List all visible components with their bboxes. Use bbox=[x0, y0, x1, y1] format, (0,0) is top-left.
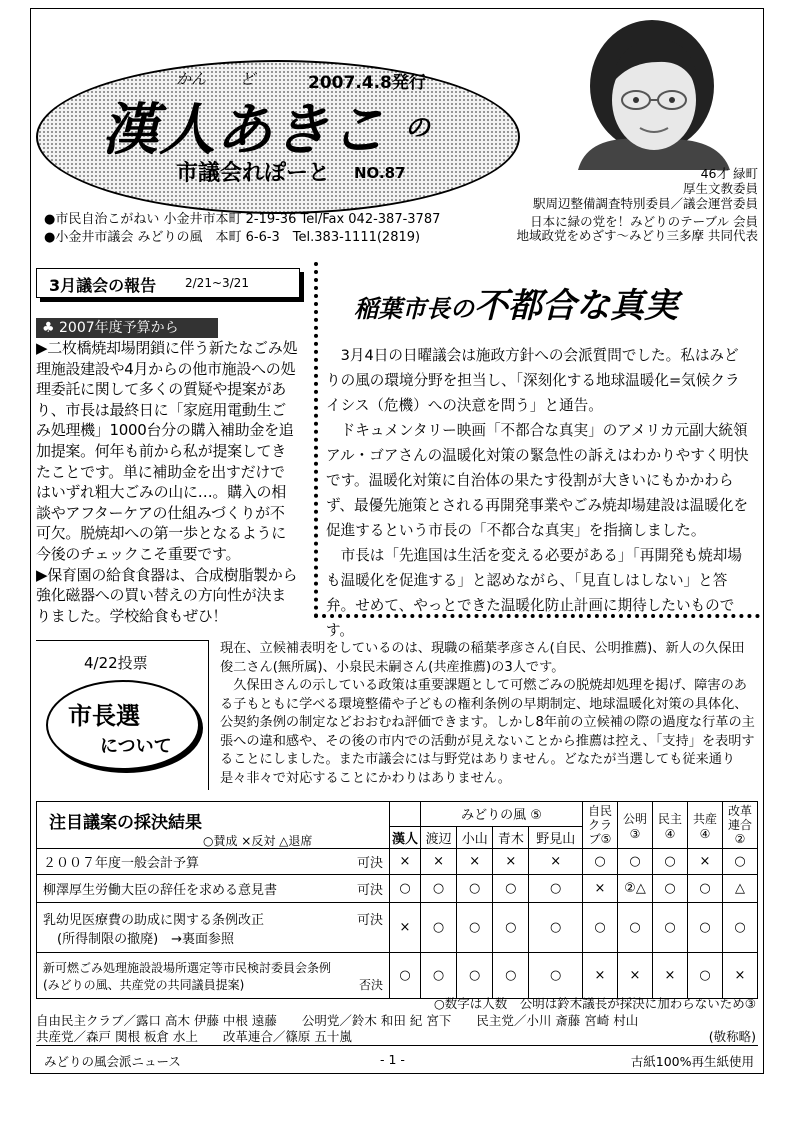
bill-result: 可決 bbox=[356, 883, 383, 898]
article-paragraph: 3月4日の日曜議会は施政方針への会派質問でした。私はみどりの風の環境分野を担当し、「深刻化する地球温暖化=気候クライシス（危機）への決意を問う」と通告。 bbox=[326, 347, 740, 414]
footer-rule bbox=[36, 1045, 758, 1046]
member-header-kando bbox=[390, 802, 421, 827]
bill-name-cell bbox=[37, 875, 390, 903]
contact-line-1: ●市民自治こがねい 小金井市本町 2-19-36 Tel/Fax 042-387-3787 bbox=[44, 212, 441, 227]
vote-cell: ○ bbox=[653, 903, 688, 953]
party-header: 民主④ bbox=[653, 802, 688, 849]
party-header: 自民クラブ⑤ bbox=[583, 802, 618, 849]
council-report-dates: 2/21~3/21 bbox=[185, 276, 249, 290]
vote-cell: ○ bbox=[457, 875, 493, 903]
council-report-title: 3月議会の報告 bbox=[49, 276, 157, 295]
bill-result: 否決 bbox=[358, 977, 383, 992]
article-body bbox=[326, 343, 752, 643]
vote-cell: ○ bbox=[688, 875, 723, 903]
election-badge bbox=[46, 680, 200, 770]
article-headline bbox=[354, 278, 678, 327]
bill-note: (みどりの風、共産党の共同議員提案) bbox=[43, 977, 245, 992]
article-paragraph: 市長は「先進国は生活を変える必要がある」「再開発も焼却場も温暖化を促進する」と認めながら、「見直しはしない」と答弁。せめて、やっとできた温暖化防止計画に期待したいものです。 bbox=[326, 547, 742, 639]
vote-cell: ○ bbox=[618, 849, 653, 875]
vote-table-title: 注目議案の採決結果 bbox=[49, 813, 202, 833]
budget-heading bbox=[36, 318, 218, 338]
profile-age-address: 46才 緑町 bbox=[700, 166, 758, 181]
election-paragraph: 現在、立候補表明をしているのは、現職の稲葉孝彦さん(自民、公明推薦)、新人の久保田俊二さん(無所属)、小泉民未嗣さん(共産推薦)の3人です。 bbox=[220, 641, 745, 675]
vote-cell: ○ bbox=[493, 953, 529, 999]
vote-cell: × bbox=[493, 849, 529, 875]
vote-cell: ○ bbox=[723, 903, 758, 953]
profile-representative: 地域政党をめざす～みどり三多摩 共同代表 bbox=[516, 228, 758, 243]
party-header: 公明③ bbox=[618, 802, 653, 849]
contact-line-2: ●小金井市議会 みどりの風 本町 6-6-3 Tel.383-1111(2819) bbox=[44, 230, 421, 245]
bill-note: (所得制限の撤廃) →裏面参照 bbox=[57, 931, 235, 947]
member-header: 漢人 bbox=[390, 826, 421, 848]
vote-cell: ○ bbox=[653, 849, 688, 875]
headline-part-b: 不都合な真実 bbox=[474, 286, 678, 326]
title-ruby-kan: かん bbox=[176, 70, 207, 88]
bill-name: ２００７年度一般会計予算 bbox=[43, 856, 200, 871]
profile-membership: 日本に緑の党を！みどりのテーブル 会員 bbox=[530, 214, 758, 229]
vote-table-title-cell bbox=[37, 802, 390, 849]
vote-cell: ○ bbox=[493, 875, 529, 903]
vote-cell: ○ bbox=[653, 875, 688, 903]
bill-name: 乳幼児医療費の助成に関する条例改正 bbox=[43, 912, 265, 928]
footer-right: 古紙100%再生紙使用 bbox=[630, 1054, 754, 1069]
portrait-photo bbox=[548, 12, 748, 170]
bill-name-cell bbox=[37, 953, 390, 999]
honorifics-omitted-note: (敬称略) bbox=[708, 1029, 756, 1044]
vote-cell: × bbox=[723, 953, 758, 999]
vote-cell: × bbox=[421, 849, 457, 875]
vote-row bbox=[37, 903, 758, 953]
vote-cell: ○ bbox=[529, 953, 583, 999]
article-border-left bbox=[314, 262, 318, 618]
newsletter-title: 漢人あきこ bbox=[102, 98, 387, 163]
vote-cell: ○ bbox=[390, 953, 421, 999]
election-rule-top bbox=[36, 640, 208, 641]
vote-cell: ○ bbox=[421, 903, 457, 953]
vote-row bbox=[37, 953, 758, 999]
vote-table-legend: ○賛成 ×反対 △退席 bbox=[203, 834, 313, 848]
vote-cell: ○ bbox=[583, 849, 618, 875]
election-text bbox=[220, 640, 756, 788]
bill-name-cell bbox=[37, 849, 390, 875]
bill-name: 柳澤厚生労働大臣の辞任を求める意見書 bbox=[43, 883, 278, 898]
footer-left: みどりの風会派ニュース bbox=[44, 1054, 181, 1069]
group-header-midori: みどりの風 ⑤ bbox=[421, 802, 583, 827]
vote-results-table bbox=[36, 801, 758, 999]
vote-cell: × bbox=[390, 903, 421, 953]
vote-cell: × bbox=[618, 953, 653, 999]
bill-name-cell bbox=[37, 903, 390, 953]
vote-cell: × bbox=[390, 849, 421, 875]
vote-row bbox=[37, 849, 758, 875]
member-header: 青木 bbox=[493, 826, 529, 848]
newsletter-subtitle: 市議会れぽーと bbox=[176, 161, 331, 186]
vote-cell: ○ bbox=[529, 903, 583, 953]
bill-name: 新可燃ごみ処理施設設場所選定等市民検討委員会条例 bbox=[43, 960, 332, 975]
vote-cell: ○ bbox=[688, 903, 723, 953]
vote-cell: ○ bbox=[421, 875, 457, 903]
club-icon: ♣ bbox=[42, 320, 60, 336]
vote-cell: × bbox=[583, 953, 618, 999]
budget-paragraph: ▶保育園の給食食器は、合成樹脂製から強化磁器への買い替えの方向性が決まりました。学校給食もぜひ！ bbox=[36, 565, 298, 625]
party-header: 共産④ bbox=[688, 802, 723, 849]
vote-cell: × bbox=[457, 849, 493, 875]
headline-part-a: 稲葉市長の bbox=[354, 295, 474, 323]
party-members-line-1: 自由民主クラブ／露口 高木 伊藤 中根 遠藤 公明党／鈴木 和田 紀 宮下 民主党／小川 斎藤 宮崎 村山 bbox=[36, 1013, 639, 1028]
bill-result: 可決 bbox=[356, 912, 383, 928]
vote-cell: ○ bbox=[529, 875, 583, 903]
issue-number: NO.87 bbox=[354, 164, 406, 182]
party-members-line-2: 共産党／森戸 関根 板倉 水上 改革連合／篠原 五十嵐 bbox=[36, 1029, 352, 1044]
title-ruby-do: ど bbox=[240, 70, 256, 88]
election-subtitle: について bbox=[100, 736, 172, 757]
portrait-image bbox=[548, 12, 748, 170]
vote-cell: × bbox=[529, 849, 583, 875]
vote-cell: ○ bbox=[688, 953, 723, 999]
vote-cell: ○ bbox=[421, 953, 457, 999]
budget-paragraph: ▶二枚橋焼却場閉鎖に伴う新たなごみ処理施設建設や4月からの他市施設への処理委託に関して多くの質疑や提案があり、市長は最終日に「家庭用電動生ごみ処理機」1000台分の購入補助金を追加提案。何年も前から私が提案してきたことです。単に補助金を出すだけではいずれ粗大ごみの山に…。購入の相談やアフターケアの仕組みづくりが不可欠。脱焼却への第一歩となるように今後のチェックこそ重要です。 bbox=[36, 339, 298, 563]
budget-heading-text: 2007年度予算から bbox=[59, 320, 179, 336]
vote-cell: × bbox=[583, 875, 618, 903]
election-paragraph: 久保田さんの示している政策は重要課題として可燃ごみの脱焼却処理を掲げ、障害のある子もともに学べる環境整備や子どもの権利条例の早期制定、地球温暖化対策の具体化、公契約条例の制定などおおむね評価できます。しかし8年前の立候補の際の過度な行革の主張への違和感や、その後の市内での活動が見えないことから推薦は控え、「支持」を表明することにしました。また市議会には与野党はありません。どなたが当選しても従来通り是々非々で対応することにかわりはありません。 bbox=[220, 678, 755, 786]
member-header: 渡辺 bbox=[421, 826, 457, 848]
vote-cell: × bbox=[688, 849, 723, 875]
vote-table-footnote: ○数字は人数 公明は鈴木議長が採決に加わらないため③ bbox=[433, 996, 756, 1011]
bill-result: 可決 bbox=[356, 856, 383, 871]
vote-cell: ○ bbox=[583, 903, 618, 953]
page-number: - 1 - bbox=[380, 1052, 405, 1067]
vote-cell: × bbox=[653, 953, 688, 999]
member-header: 野見山 bbox=[529, 826, 583, 848]
election-rule-side bbox=[208, 640, 209, 790]
vote-cell: ○ bbox=[493, 903, 529, 953]
vote-cell: ○ bbox=[457, 903, 493, 953]
budget-text bbox=[36, 338, 298, 626]
party-header: 改革連合② bbox=[723, 802, 758, 849]
profile-committee-1: 厚生文教委員 bbox=[682, 181, 758, 196]
vote-row bbox=[37, 875, 758, 903]
vote-cell: ○ bbox=[390, 875, 421, 903]
election-title: 市長選 bbox=[68, 702, 140, 730]
article-paragraph: ドキュメンタリー映画「不都合な真実」のアメリカ元副大統領アル・ゴアさんの温暖化対策の緊急性の訴えはわかりやすく明快です。温暖化対策に自治体の果たす役割が大きいにもかかわらず、最優先施策とされる再開発事業やごみ焼却場建設は温暖化を促進するという市長の「不都合な真実」を指摘しました。 bbox=[326, 422, 749, 539]
newsletter-title-suffix: の bbox=[405, 113, 431, 142]
vote-cell: ②△ bbox=[618, 875, 653, 903]
vote-cell: ○ bbox=[618, 903, 653, 953]
vote-cell: △ bbox=[723, 875, 758, 903]
election-vote-date: 4/22投票 bbox=[84, 654, 148, 672]
council-report-box bbox=[36, 268, 300, 298]
vote-cell: ○ bbox=[457, 953, 493, 999]
vote-cell: ○ bbox=[723, 849, 758, 875]
issue-date: 2007.4.8発行 bbox=[308, 73, 426, 93]
profile-committee-2: 駅周辺整備調査特別委員／議会運営委員 bbox=[532, 196, 758, 211]
member-header: 小山 bbox=[457, 826, 493, 848]
